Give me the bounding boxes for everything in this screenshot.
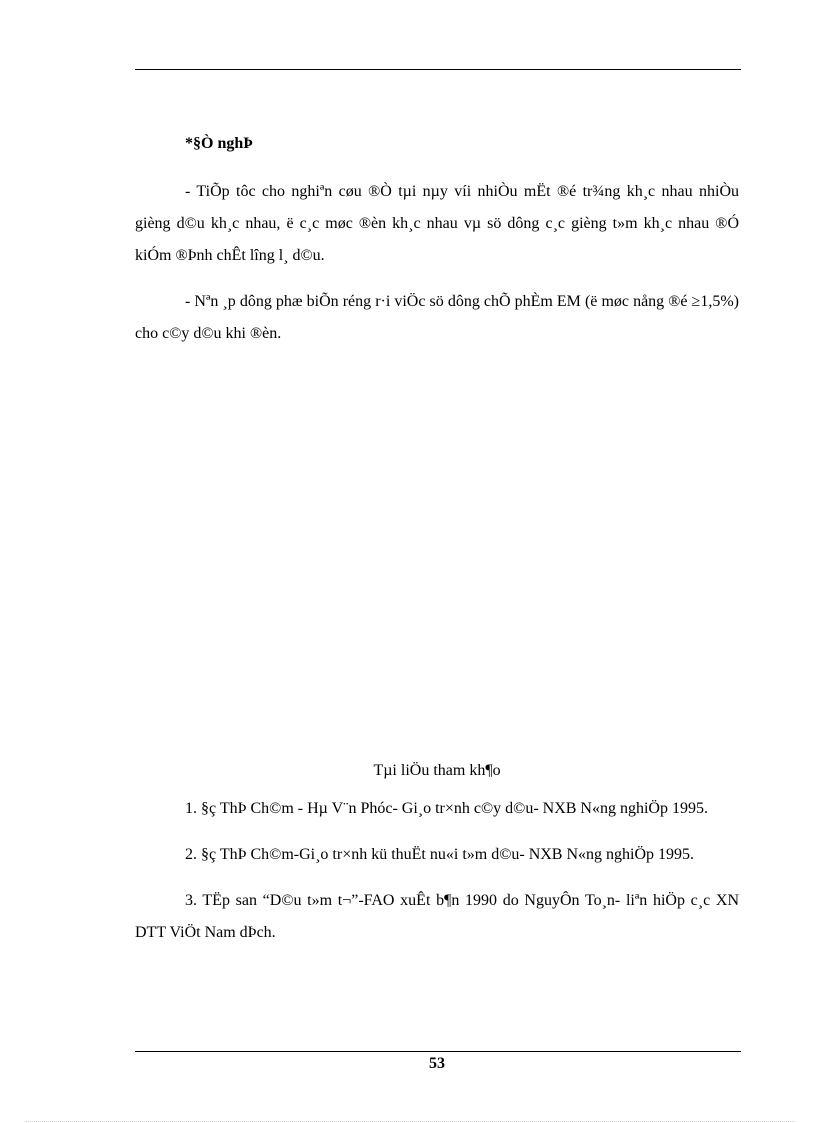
reference-item: 2. §ç ThÞ Ch©m-Gi¸o tr×nh kü thuËt nu«i t»m d©u- NXB N«ng nghiÖp 1995. <box>185 846 695 863</box>
section-heading: *§Ò nghÞ <box>185 135 254 152</box>
reference-item: 3. TËp san “D©u t»m t¬”-FAO xuÊt b¶n 1990 do NguyÔn To¸n- liªn hiÖp c¸c XN DTT ViÖt Nam dÞch. <box>135 892 739 941</box>
page-number: 53 <box>429 1055 445 1072</box>
paragraph: - Nªn ¸p dông phæ biÕn réng r·i viÖc sö dông chÕ phÈm EM (ë møc nång ®é ≥1,5%) cho c©y d©u khi ®èn. <box>135 293 739 342</box>
references-list <box>135 793 739 949</box>
reference-item: 1. §ç ThÞ Ch©m - Hµ V¨n Phóc- Gi¸o tr×nh c©y d©u- NXB N«ng nghiÖp 1995. <box>185 800 708 817</box>
footer-rule <box>135 1051 741 1052</box>
references-title: Tµi liÖu tham kh¶o <box>373 762 501 779</box>
header-rule <box>135 69 741 70</box>
recommendations-body <box>135 176 739 350</box>
paragraph: - TiÕp tôc cho nghiªn cøu ®Ò tµi nµy víi nhiÒu mËt ®é tr¾ng kh¸c nhau nhiÒu gièng d©u kh¸c nhau, ë c¸c møc ®èn kh¸c nhau vµ sö dông c¸c gièng t»m kh¸c nhau ®Ó kiÓm ®Þnh chÊt lîng l¸ d©u. <box>135 183 739 264</box>
page-edge-divider <box>25 1121 795 1122</box>
